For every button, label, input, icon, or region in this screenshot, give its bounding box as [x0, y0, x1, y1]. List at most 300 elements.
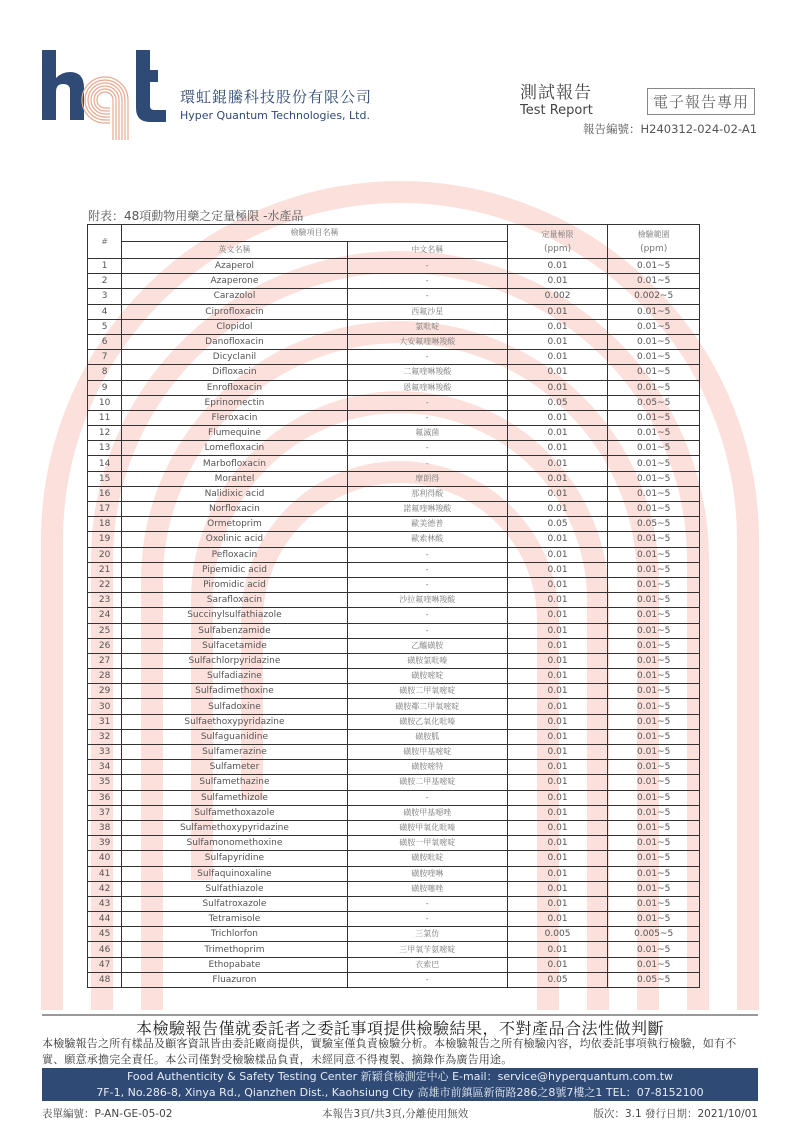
table-row — [88, 304, 700, 319]
range-value: 0.01~5 — [608, 745, 700, 760]
table-row — [88, 410, 700, 425]
chinese-name: - — [347, 456, 507, 471]
range-value: 0.01~5 — [608, 638, 700, 653]
english-name: Trimethoprim — [122, 942, 347, 957]
loq-value: 0.01 — [507, 745, 608, 760]
range-value: 0.01~5 — [608, 684, 700, 699]
english-name: Dicyclanil — [122, 350, 347, 365]
table-row — [88, 471, 700, 486]
table-row — [88, 486, 700, 501]
loq-value: 0.01 — [507, 790, 608, 805]
chinese-name: 磺胺噻唑 — [347, 881, 507, 896]
table-row — [88, 638, 700, 653]
loq-value: 0.01 — [507, 957, 608, 972]
range-value: 0.01~5 — [608, 577, 700, 592]
chinese-name: 二氟喹啉羧酸 — [347, 365, 507, 380]
range-value: 0.01~5 — [608, 350, 700, 365]
english-name: Sulfachlorpyridazine — [122, 653, 347, 668]
loq-value: 0.01 — [507, 866, 608, 881]
loq-value: 0.01 — [507, 638, 608, 653]
loq-value: 0.01 — [507, 669, 608, 684]
range-value: 0.01~5 — [608, 334, 700, 349]
english-name: Ciprofloxacin — [122, 304, 347, 319]
range-value: 0.01~5 — [608, 942, 700, 957]
loq-value: 0.01 — [507, 851, 608, 866]
row-number: 36 — [88, 790, 122, 805]
english-name: Sulfamerazine — [122, 745, 347, 760]
english-name: Sulfapyridine — [122, 851, 347, 866]
page-info: 本報告3頁/共3頁,分離使用無效 — [322, 1108, 469, 1120]
row-number: 41 — [88, 866, 122, 881]
table-row — [88, 547, 700, 562]
table-row — [88, 699, 700, 714]
range-value: 0.01~5 — [608, 790, 700, 805]
table-row — [88, 775, 700, 790]
loq-value: 0.01 — [507, 486, 608, 501]
loq-value: 0.01 — [507, 729, 608, 744]
range-value: 0.01~5 — [608, 365, 700, 380]
chinese-name: 乙醯磺胺 — [347, 638, 507, 653]
range-value: 0.01~5 — [608, 760, 700, 775]
loq-value: 0.01 — [507, 319, 608, 334]
row-number: 32 — [88, 729, 122, 744]
row-number: 24 — [88, 608, 122, 623]
chinese-name: 衣索巴 — [347, 957, 507, 972]
english-name: Flumequine — [122, 426, 347, 441]
loq-value: 0.01 — [507, 259, 608, 274]
report-number-value: H240312-024-02-A1 — [640, 122, 758, 136]
chinese-name: - — [347, 274, 507, 289]
range-value: 0.01~5 — [608, 486, 700, 501]
loq-value: 0.01 — [507, 547, 608, 562]
table-row — [88, 319, 700, 334]
loq-value: 0.01 — [507, 593, 608, 608]
loq-value: 0.01 — [507, 653, 608, 668]
header-loq-label: 定量極限 — [541, 229, 574, 239]
row-number: 11 — [88, 410, 122, 425]
row-number: 8 — [88, 365, 122, 380]
disclaimer-title: 本檢驗報告僅就委託者之委託事項提供檢驗結果，不對產品合法性做判斷 — [135, 1019, 664, 1038]
table-row — [88, 456, 700, 471]
table-row — [88, 729, 700, 744]
row-number: 28 — [88, 669, 122, 684]
chinese-name: 磺胺氯吡嗪 — [347, 653, 507, 668]
range-value: 0.01~5 — [608, 562, 700, 577]
table-row — [88, 289, 700, 304]
report-title — [520, 84, 593, 118]
loq-value: 0.01 — [507, 623, 608, 638]
range-value: 0.01~5 — [608, 426, 700, 441]
chinese-name: 三氯仿 — [347, 927, 507, 942]
chinese-name: - — [347, 623, 507, 638]
range-value: 0.01~5 — [608, 319, 700, 334]
english-name: Sulfaquinoxaline — [122, 866, 347, 881]
range-value: 0.01~5 — [608, 456, 700, 471]
table-row — [88, 274, 700, 289]
chinese-name: 磺胺甲基嘧啶 — [347, 745, 507, 760]
range-value: 0.01~5 — [608, 851, 700, 866]
row-number: 43 — [88, 896, 122, 911]
chinese-name: - — [347, 972, 507, 987]
english-name: Danofloxacin — [122, 334, 347, 349]
loq-value: 0.01 — [507, 896, 608, 911]
loq-value: 0.01 — [507, 912, 608, 927]
row-number: 30 — [88, 699, 122, 714]
english-name: Azaperol — [122, 259, 347, 274]
company-name-zh: 環虹錕騰科技股份有限公司 — [180, 88, 373, 106]
range-value: 0.01~5 — [608, 714, 700, 729]
chinese-name: 磺胺嘧特 — [347, 760, 507, 775]
range-value: 0.01~5 — [608, 820, 700, 835]
loq-value: 0.01 — [507, 532, 608, 547]
english-name: Sulfatroxazole — [122, 896, 347, 911]
row-number: 22 — [88, 577, 122, 592]
range-value: 0.01~5 — [608, 669, 700, 684]
chinese-name: 磺胺喹啉 — [347, 866, 507, 881]
header-zh-name: 中文名稱 — [347, 242, 507, 259]
chinese-name: 磺胺胍 — [347, 729, 507, 744]
row-number: 18 — [88, 517, 122, 532]
range-value: 0.01~5 — [608, 259, 700, 274]
table-row — [88, 760, 700, 775]
loq-value: 0.01 — [507, 836, 608, 851]
range-value: 0.01~5 — [608, 593, 700, 608]
loq-value: 0.01 — [507, 502, 608, 517]
row-number: 46 — [88, 942, 122, 957]
table-row — [88, 805, 700, 820]
table-row — [88, 593, 700, 608]
chinese-name: 磺胺嘧啶 — [347, 669, 507, 684]
range-value: 0.01~5 — [608, 729, 700, 744]
header-loq-unit: (ppm) — [543, 243, 572, 254]
range-value: 0.01~5 — [608, 304, 700, 319]
english-name: Pipemidic acid — [122, 562, 347, 577]
loq-value: 0.01 — [507, 775, 608, 790]
table-row — [88, 851, 700, 866]
chinese-name: 那利得酸 — [347, 486, 507, 501]
loq-value: 0.01 — [507, 441, 608, 456]
chinese-name: 沙拉氟喹啉羧酸 — [347, 593, 507, 608]
loq-value: 0.01 — [507, 456, 608, 471]
loq-value: 0.01 — [507, 820, 608, 835]
chinese-name: - — [347, 896, 507, 911]
loq-value: 0.01 — [507, 714, 608, 729]
range-value: 0.002~5 — [608, 289, 700, 304]
row-number: 10 — [88, 395, 122, 410]
english-name: Morantel — [122, 471, 347, 486]
loq-value: 0.01 — [507, 410, 608, 425]
table-row — [88, 502, 700, 517]
header-range-label: 檢驗範圍 — [637, 229, 670, 239]
row-number: 5 — [88, 319, 122, 334]
english-name: Piromidic acid — [122, 577, 347, 592]
range-value: 0.01~5 — [608, 896, 700, 911]
english-name: Sulfabenzamide — [122, 623, 347, 638]
row-number: 14 — [88, 456, 122, 471]
header-en-name: 英文名稱 — [122, 242, 347, 259]
row-number: 15 — [88, 471, 122, 486]
row-number: 17 — [88, 502, 122, 517]
report-number — [583, 121, 757, 137]
table-row — [88, 426, 700, 441]
loq-value: 0.01 — [507, 684, 608, 699]
contact-line-2: 7F-1, No.286-8, Xinya Rd., Qianzhen Dist., Kaohsiung City 高雄市前鎮區新衙路286之8號7樓之1 TEL：07-8152100 — [96, 1086, 704, 1099]
range-value: 0.01~5 — [608, 441, 700, 456]
row-number: 3 — [88, 289, 122, 304]
english-name: Enrofloxacin — [122, 380, 347, 395]
row-number: 13 — [88, 441, 122, 456]
english-name: Sulfadimethoxine — [122, 684, 347, 699]
row-number: 31 — [88, 714, 122, 729]
hqt-logo-icon — [40, 48, 172, 140]
chinese-name: 西氟沙星 — [347, 304, 507, 319]
english-name: Fleroxacin — [122, 410, 347, 425]
row-number: 4 — [88, 304, 122, 319]
range-value: 0.01~5 — [608, 608, 700, 623]
chinese-name: - — [347, 608, 507, 623]
row-number: 12 — [88, 426, 122, 441]
row-number: 29 — [88, 684, 122, 699]
table-row — [88, 334, 700, 349]
row-number: 23 — [88, 593, 122, 608]
english-name: Sulfaguanidine — [122, 729, 347, 744]
loq-value: 0.01 — [507, 274, 608, 289]
loq-value: 0.01 — [507, 365, 608, 380]
table-row — [88, 669, 700, 684]
english-name: Sarafloxacin — [122, 593, 347, 608]
loq-value: 0.01 — [507, 350, 608, 365]
range-value: 0.01~5 — [608, 866, 700, 881]
range-value: 0.01~5 — [608, 836, 700, 851]
english-name: Azaperone — [122, 274, 347, 289]
table-row — [88, 912, 700, 927]
loq-value: 0.01 — [507, 334, 608, 349]
row-number: 2 — [88, 274, 122, 289]
row-number: 48 — [88, 972, 122, 987]
header-loq — [507, 225, 608, 259]
table-row — [88, 608, 700, 623]
english-name: Lomefloxacin — [122, 441, 347, 456]
range-value: 0.01~5 — [608, 775, 700, 790]
version-info: 版次：3.1 發行日期：2021/10/01 — [593, 1108, 758, 1120]
loq-value: 0.01 — [507, 699, 608, 714]
chinese-name: - — [347, 410, 507, 425]
loq-value: 0.01 — [507, 942, 608, 957]
row-number: 37 — [88, 805, 122, 820]
english-name: Sulfadiazine — [122, 669, 347, 684]
chinese-name: 摩朗得 — [347, 471, 507, 486]
loq-value: 0.01 — [507, 805, 608, 820]
chinese-name: - — [347, 912, 507, 927]
range-value: 0.01~5 — [608, 502, 700, 517]
english-name: Fluazuron — [122, 972, 347, 987]
row-number: 45 — [88, 927, 122, 942]
report-title-en: Test Report — [520, 103, 593, 118]
row-number: 39 — [88, 836, 122, 851]
chinese-name: - — [347, 259, 507, 274]
row-number: 6 — [88, 334, 122, 349]
row-number: 33 — [88, 745, 122, 760]
row-number: 35 — [88, 775, 122, 790]
table-caption: 附表：48項動物用藥之定量極限 -水產品 — [88, 209, 304, 223]
chinese-name: - — [347, 289, 507, 304]
chinese-name: - — [347, 441, 507, 456]
english-name: Carazolol — [122, 289, 347, 304]
english-name: Tetramisole — [122, 912, 347, 927]
loq-value: 0.005 — [507, 927, 608, 942]
table-row — [88, 942, 700, 957]
chinese-name: 氯吡啶 — [347, 319, 507, 334]
english-name: Sulfamethazine — [122, 775, 347, 790]
english-name: Sulfamonomethoxine — [122, 836, 347, 851]
range-value: 0.01~5 — [608, 410, 700, 425]
table-row — [88, 577, 700, 592]
loq-value: 0.05 — [507, 517, 608, 532]
english-name: Sulfamethoxazole — [122, 805, 347, 820]
row-number: 1 — [88, 259, 122, 274]
header-item-name: 檢驗項目名稱 — [122, 225, 508, 242]
english-name: Oxolinic acid — [122, 532, 347, 547]
english-name: Sulfameter — [122, 760, 347, 775]
header-num: # — [88, 225, 122, 259]
report-number-label: 報告編號： — [583, 122, 641, 136]
chinese-name: - — [347, 350, 507, 365]
electronic-report-badge: 電子報告專用 — [647, 88, 755, 115]
chinese-name: - — [347, 395, 507, 410]
chinese-name: 磺胺二甲基嘧啶 — [347, 775, 507, 790]
table-row — [88, 866, 700, 881]
company-name — [180, 86, 372, 122]
loq-value: 0.01 — [507, 471, 608, 486]
table-row — [88, 972, 700, 987]
table-row — [88, 562, 700, 577]
disclaimer-body: 本檢驗報告之所有樣品及顧客資訊皆由委託廠商提供，實驗室僅負責檢驗分析。本檢驗報告之所有檢驗內容，均依委託事項執行檢驗，如有不實、願意承擔完全責任。本公司僅對受檢驗樣品負責，未經同意不得複製、摘錄作為廣告用途。 — [42, 1037, 737, 1066]
row-number: 40 — [88, 851, 122, 866]
range-value: 0.01~5 — [608, 957, 700, 972]
english-name: Sulfamethoxypyridazine — [122, 820, 347, 835]
chinese-name: 歐美德普 — [347, 517, 507, 532]
english-name: Sulfacetamide — [122, 638, 347, 653]
row-number: 42 — [88, 881, 122, 896]
range-value: 0.01~5 — [608, 471, 700, 486]
range-value: 0.05~5 — [608, 517, 700, 532]
table-row — [88, 380, 700, 395]
chinese-name: 諾氟喹啉羧酸 — [347, 502, 507, 517]
table-row — [88, 350, 700, 365]
english-name: Norfloxacin — [122, 502, 347, 517]
chinese-name: - — [347, 577, 507, 592]
loq-value: 0.05 — [507, 395, 608, 410]
table-row — [88, 532, 700, 547]
table-row — [88, 881, 700, 896]
chinese-name: 歐索林酸 — [347, 532, 507, 547]
table-row — [88, 957, 700, 972]
header-range-unit: (ppm) — [640, 243, 668, 254]
loq-value: 0.01 — [507, 304, 608, 319]
table-row — [88, 820, 700, 835]
company-name-en: Hyper Quantum Technologies, Ltd. — [180, 109, 370, 122]
english-name: Succinylsulfathiazole — [122, 608, 347, 623]
table-row — [88, 517, 700, 532]
chinese-name: 三甲氧苄氨嘧啶 — [347, 942, 507, 957]
english-name: Marbofloxacin — [122, 456, 347, 471]
range-value: 0.01~5 — [608, 380, 700, 395]
row-number: 26 — [88, 638, 122, 653]
chinese-name: 磺胺甲氧化吡嗪 — [347, 820, 507, 835]
range-value: 0.01~5 — [608, 623, 700, 638]
english-name: Ormetoprim — [122, 517, 347, 532]
table-row — [88, 745, 700, 760]
chinese-name: 磺胺一甲氧嘧啶 — [347, 836, 507, 851]
chinese-name: - — [347, 562, 507, 577]
range-value: 0.01~5 — [608, 699, 700, 714]
range-value: 0.01~5 — [608, 805, 700, 820]
loq-value: 0.01 — [507, 881, 608, 896]
loq-value: 0.05 — [507, 972, 608, 987]
loq-value: 0.01 — [507, 562, 608, 577]
table-row — [88, 927, 700, 942]
loq-value: 0.01 — [507, 426, 608, 441]
table-row — [88, 259, 700, 274]
english-name: Sulfadoxine — [122, 699, 347, 714]
chinese-name: - — [347, 547, 507, 562]
range-value: 0.01~5 — [608, 547, 700, 562]
row-number: 27 — [88, 653, 122, 668]
english-name: Difloxacin — [122, 365, 347, 380]
row-number: 44 — [88, 912, 122, 927]
english-name: Nalidixic acid — [122, 486, 347, 501]
row-number: 9 — [88, 380, 122, 395]
chinese-name: 磺胺鄰二甲氧嘧啶 — [347, 699, 507, 714]
range-value: 0.01~5 — [608, 881, 700, 896]
table-row — [88, 441, 700, 456]
range-value: 0.01~5 — [608, 532, 700, 547]
loq-value: 0.01 — [507, 577, 608, 592]
english-name: Sulfathiazole — [122, 881, 347, 896]
contact-line-1: Food Authenticity & Safety Testing Center 新穎食檢測定中心 E-mail：service@hyperquantum.com.tw — [126, 1070, 674, 1083]
chinese-name: - — [347, 790, 507, 805]
range-value: 0.01~5 — [608, 274, 700, 289]
chinese-name: 大安氟喹啉羧酸 — [347, 334, 507, 349]
range-value: 0.01~5 — [608, 653, 700, 668]
row-number: 21 — [88, 562, 122, 577]
english-name: Sulfaethoxypyridazine — [122, 714, 347, 729]
range-value: 0.05~5 — [608, 395, 700, 410]
english-name: Ethopabate — [122, 957, 347, 972]
chinese-name: 恩氟喹啉羧酸 — [347, 380, 507, 395]
loq-value: 0.01 — [507, 608, 608, 623]
row-number: 25 — [88, 623, 122, 638]
row-number: 34 — [88, 760, 122, 775]
chinese-name: 磺胺吡啶 — [347, 851, 507, 866]
report-title-zh: 測試報告 — [520, 83, 592, 103]
chinese-name: 磺胺甲基噁唑 — [347, 805, 507, 820]
row-number: 38 — [88, 820, 122, 835]
table-row — [88, 896, 700, 911]
table-row — [88, 623, 700, 638]
table-row — [88, 395, 700, 410]
english-name: Clopidol — [122, 319, 347, 334]
chinese-name: 氟滅菌 — [347, 426, 507, 441]
loq-value: 0.002 — [507, 289, 608, 304]
table-row — [88, 653, 700, 668]
table-row — [88, 714, 700, 729]
row-number: 16 — [88, 486, 122, 501]
english-name: Eprinomectin — [122, 395, 347, 410]
row-number: 19 — [88, 532, 122, 547]
range-value: 0.005~5 — [608, 927, 700, 942]
range-value: 0.01~5 — [608, 912, 700, 927]
